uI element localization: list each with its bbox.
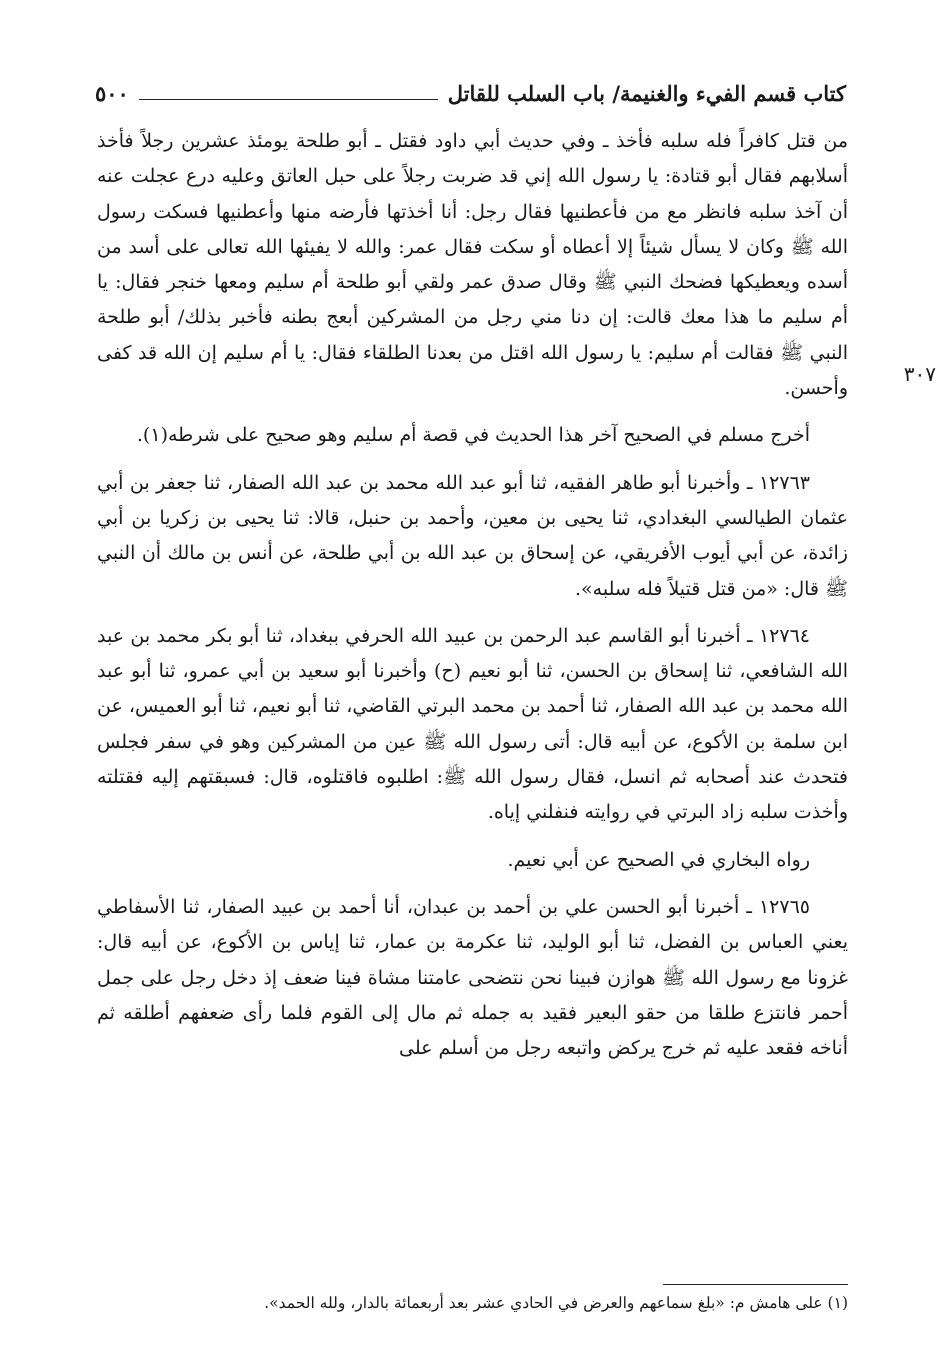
running-title: كتاب قسم الفيء والغنيمة/ باب السلب للقاتل [447, 81, 846, 106]
hadith-12765-paragraph: ١٢٧٦٥ ـ أخبرنا أبو الحسن علي بن أحمد بن عبدان، أنا أحمد بن عبيد الصفار، ثنا الأسفاطي يعني العباس بن الفضل، ثنا أبو الوليد، ثنا عكرمة بن عمار، ثنا إياس بن الأكوع، عن أبيه قال: غزونا مع رسول الله ﷺ هوازن فبينا نحن نتضحى عامتنا مشاة فينا ضعف إذ دخل رجل على جمل أحمر فانتزع طلقا من حقو البعير فقيد به جمله ثم مال إلى القوم فلما رأى ضعفهم أطلقه ثم أناخه فقعد عليه ثم خرج يركض واتبعه رجل من أسلم على [97, 895, 848, 1060]
hadith-12764-paragraph: ١٢٧٦٤ ـ أخبرنا أبو القاسم عبد الرحمن بن عبيد الله الحرفي ببغداد، ثنا أبو بكر محمد بن عبد الله الشافعي، ثنا إسحاق بن الحسن، ثنا أبو نعيم (ح) وأخبرنا أبو سعيد بن أبي عمرو، ثنا أبو عبد الله محمد بن عبد الله الصفار، ثنا أحمد بن محمد البرتي القاضي، ثنا أبو نعيم، ثنا أبو العميس، عن ابن سلمة بن الأكوع، عن أبيه قال: أتى رسول الله ﷺ عين من المشركين وهو في سفر فجلس فتحدث عند أصحابه ثم انسل، فقال رسول الله ﷺ: اطلبوه فاقتلوه، قال: فسبقتهم إليه فقتلته وأخذت سلبه زاد البرتي في روايته فنفلني إياه. [97, 624, 848, 824]
hadith-continuation-paragraph: من قتل كافراً فله سلبه فأخذ ـ وفي حديث أبي داود فقتل ـ أبو طلحة يومئذ عشرين رجلاً فأخذ أسلابهم فقال أبو قتادة: يا رسول الله إني قد ضربت رجلاً على حبل العاتق وعليه درع عجلت عنه أن آخذ سلبه فانظر مع من فأعطنيها فقال رجل: أنا أخذتها فأرضه منها وأعطنيها فسكت رسول الله ﷺ وكان لا يسأل شيئاً إلا أعطاه أو سكت فقال عمر: والله لا يفيئها الله تعالى على أسد من أسده ويعطيكها فضحك النبي ﷺ وقال صدق عمر ولقي أبو طلحة أم سليم ومعها خنجر فقال: يا أم سليم ما هذا معك قالت: إن دنا مني رجل من المشركين أبعج بطنه فأخبر بذلك/ أبو طلحة النبي ﷺ فقالت أم سليم: يا رسول الله اقتل من بعدنا الطلقاء فقال: يا أم سليم إن الله قد كفى وأحسن. [97, 130, 848, 400]
main-text [97, 124, 848, 1066]
takhrij-paragraph: أخرج مسلم في الصحيح آخر هذا الحديث في قصة أم سليم وهو صحيح على شرطه(١). [136, 424, 810, 447]
bukhari-note-paragraph: رواه البخاري في الصحيح عن أبي نعيم. [507, 848, 810, 871]
footnote-rule [663, 1284, 848, 1285]
footnote: (١) على هامش م: «بلغ سماعهم والعرض في الحادي عشر بعد أربعمائة بالدار، ولله الحمد». [264, 1294, 848, 1312]
margin-volume-page-note: ٣٠٧ [903, 362, 936, 386]
hadith-12763-paragraph: ١٢٧٦٣ ـ وأخبرنا أبو طاهر الفقيه، ثنا أبو عبد الله محمد بن عبد الله الصفار، ثنا جعفر بن أبي عثمان الطيالسي البغدادي، ثنا يحيى بن معين، وأحمد بن حنبل، قالا: ثنا يحيى بن زكريا بن أبي زائدة، عن أبي أيوب الأفريقي، عن إسحاق بن عبد الله بن أبي طلحة، عن أنس بن مالك أن النبي ﷺ قال: «من قتل قتيلاً فله سلبه». [97, 471, 848, 600]
header-rule [139, 99, 438, 100]
page-number: ٥٠٠ [95, 81, 129, 106]
page-header [95, 74, 846, 110]
